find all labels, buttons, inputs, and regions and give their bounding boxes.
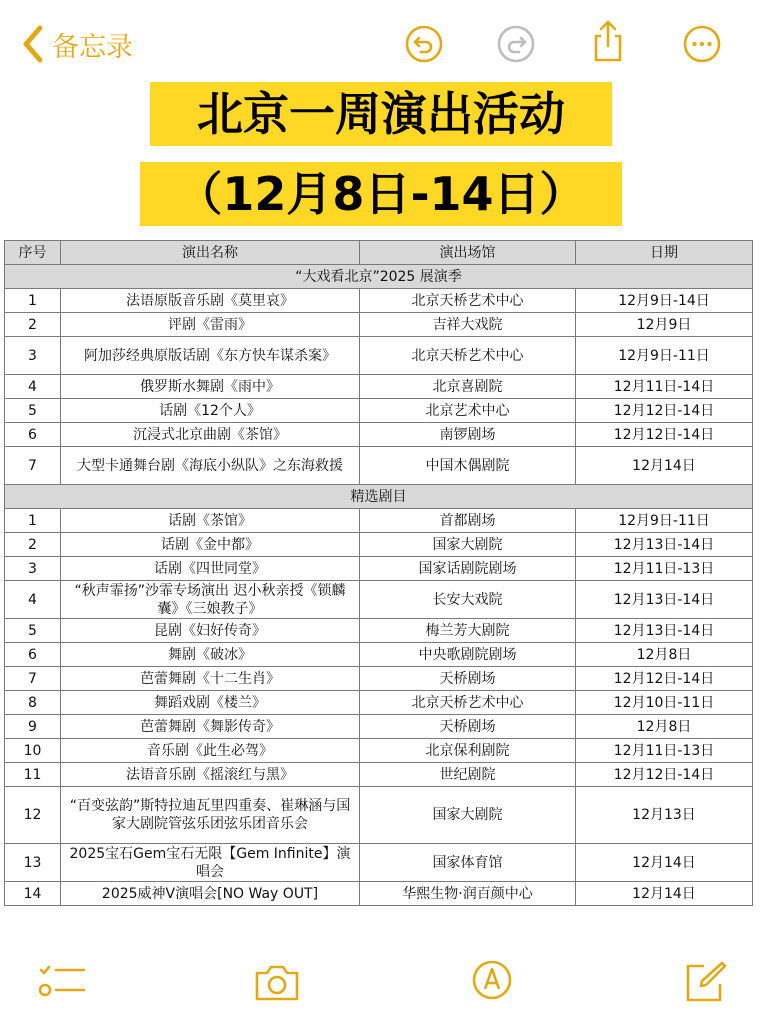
bottom-toolbar [0,950,762,1012]
cell-name: 昆剧《妇好传奇》 [61,619,360,643]
cell-index: 14 [5,882,61,906]
header-index: 序号 [5,241,61,265]
cell-name: 评剧《雷雨》 [61,313,360,337]
more-icon [682,24,722,64]
table-row [5,509,753,533]
back-label: 备忘录 [52,31,133,63]
cell-name: 法语音乐剧《摇滚红与黑》 [61,763,360,787]
camera-icon [253,958,301,1006]
cell-index: 2 [5,313,61,337]
table-row [5,739,753,763]
chevron-left-icon [20,24,46,64]
cell-name: 俄罗斯水舞剧《雨中》 [61,375,360,399]
cell-venue: 国家话剧院剧场 [360,557,576,581]
cell-name: 话剧《四世同堂》 [61,557,360,581]
table-row [5,882,753,906]
cell-date: 12月8日 [576,643,753,667]
back-button[interactable] [20,24,133,64]
share-button[interactable] [588,18,628,64]
top-toolbar [0,0,762,84]
title-line-1 [150,82,612,146]
cell-name: 沉浸式北京曲剧《茶馆》 [61,423,360,447]
cell-venue: 南锣剧场 [360,423,576,447]
markup-button[interactable] [468,956,516,1004]
cell-index: 1 [5,289,61,313]
cell-date: 12月10日-11日 [576,691,753,715]
checklist-icon [38,958,86,1006]
cell-date: 12月9日-11日 [576,509,753,533]
cell-index: 6 [5,643,61,667]
table-row [5,763,753,787]
cell-name: 芭蕾舞剧《十二生肖》 [61,667,360,691]
section-title: “大戏看北京”2025 展演季 [5,265,753,289]
cell-venue: 北京保利剧院 [360,739,576,763]
cell-date: 12月13日-14日 [576,619,753,643]
cell-venue: 世纪剧院 [360,763,576,787]
table-body [5,265,753,906]
cell-index: 1 [5,509,61,533]
table-row [5,337,753,375]
cell-name: 2025威神V演唱会[NO Way OUT] [61,882,360,906]
cell-index: 5 [5,399,61,423]
table-row [5,447,753,485]
cell-date: 12月9日-11日 [576,337,753,375]
cell-name: 阿加莎经典原版话剧《东方快车谋杀案》 [61,337,360,375]
header-venue: 演出场馆 [360,241,576,265]
more-button[interactable] [682,24,722,64]
cell-date: 12月13日-14日 [576,581,753,619]
table-row [5,691,753,715]
cell-index: 3 [5,557,61,581]
title-text-1: 北京一周演出活动 [197,87,565,141]
cell-index: 11 [5,763,61,787]
checklist-button[interactable] [38,958,86,1006]
table-row [5,619,753,643]
table-row [5,313,753,337]
cell-venue: 中国木偶剧院 [360,447,576,485]
title-text-2: （12月8日-14日） [176,167,586,221]
cell-index: 8 [5,691,61,715]
cell-date: 12月13日-14日 [576,533,753,557]
cell-index: 6 [5,423,61,447]
table-row [5,375,753,399]
compose-button[interactable] [682,958,730,1006]
cell-name: 舞剧《破冰》 [61,643,360,667]
table-row [5,289,753,313]
cell-venue: 长安大戏院 [360,581,576,619]
cell-name: 2025宝石Gem宝石无限【Gem Infinite】演唱会 [61,844,360,882]
cell-venue: 北京艺术中心 [360,399,576,423]
cell-index: 13 [5,844,61,882]
undo-button[interactable] [404,24,444,64]
table-row [5,844,753,882]
table-row [5,643,753,667]
camera-button[interactable] [253,958,301,1006]
markup-icon [468,956,516,1004]
cell-venue: 首都剧场 [360,509,576,533]
table-row [5,581,753,619]
header-name: 演出名称 [61,241,360,265]
cell-date: 12月12日-14日 [576,763,753,787]
events-table [4,240,753,906]
cell-name: 话剧《金中都》 [61,533,360,557]
cell-name: 芭蕾舞剧《舞影传奇》 [61,715,360,739]
cell-venue: 北京天桥艺术中心 [360,289,576,313]
cell-index: 5 [5,619,61,643]
cell-date: 12月14日 [576,844,753,882]
redo-icon [496,24,536,64]
cell-index: 12 [5,787,61,844]
redo-button[interactable] [496,24,536,64]
table-row [5,399,753,423]
cell-venue: 华熙生物·润百颜中心 [360,882,576,906]
table-header-row [5,241,753,265]
cell-venue: 北京天桥艺术中心 [360,337,576,375]
cell-date: 12月12日-14日 [576,423,753,447]
cell-venue: 天桥剧场 [360,715,576,739]
table-row [5,557,753,581]
cell-name: 音乐剧《此生必驾》 [61,739,360,763]
header-date: 日期 [576,241,753,265]
cell-index: 7 [5,447,61,485]
table-row [5,715,753,739]
cell-name: 舞蹈戏剧《楼兰》 [61,691,360,715]
cell-index: 9 [5,715,61,739]
table-row [5,787,753,844]
cell-venue: 国家大剧院 [360,787,576,844]
table-row [5,423,753,447]
cell-index: 7 [5,667,61,691]
cell-date: 12月11日-13日 [576,739,753,763]
cell-date: 12月8日 [576,715,753,739]
cell-name: 话剧《茶馆》 [61,509,360,533]
cell-venue: 吉祥大戏院 [360,313,576,337]
cell-venue: 中央歌剧院剧场 [360,643,576,667]
section-header-row [5,265,753,289]
cell-index: 10 [5,739,61,763]
cell-venue: 国家大剧院 [360,533,576,557]
table-row [5,667,753,691]
table-row [5,533,753,557]
cell-date: 12月9日-14日 [576,289,753,313]
cell-date: 12月12日-14日 [576,667,753,691]
cell-index: 3 [5,337,61,375]
cell-date: 12月14日 [576,447,753,485]
cell-date: 12月11日-14日 [576,375,753,399]
cell-index: 4 [5,375,61,399]
cell-date: 12月12日-14日 [576,399,753,423]
cell-name: “秋声霏扬”沙霏专场演出 迟小秋亲授《锁麟囊》《三娘教子》 [61,581,360,619]
cell-venue: 北京喜剧院 [360,375,576,399]
undo-icon [404,24,444,64]
cell-date: 12月14日 [576,882,753,906]
cell-date: 12月13日 [576,787,753,844]
cell-name: 话剧《12个人》 [61,399,360,423]
cell-venue: 天桥剧场 [360,667,576,691]
cell-date: 12月9日 [576,313,753,337]
title-line-2 [140,162,622,226]
cell-name: 大型卡通舞台剧《海底小纵队》之东海救援 [61,447,360,485]
cell-index: 2 [5,533,61,557]
cell-venue: 北京天桥艺术中心 [360,691,576,715]
cell-name: 法语原版音乐剧《莫里哀》 [61,289,360,313]
cell-venue: 国家体育馆 [360,844,576,882]
cell-name: “百变弦韵”斯特拉迪瓦里四重奏、崔琳涵与国家大剧院管弦乐团弦乐团音乐会 [61,787,360,844]
compose-icon [682,958,730,1006]
cell-index: 4 [5,581,61,619]
section-title: 精选剧目 [5,485,753,509]
section-header-row [5,485,753,509]
share-icon [588,18,628,64]
cell-date: 12月11日-13日 [576,557,753,581]
cell-venue: 梅兰芳大剧院 [360,619,576,643]
